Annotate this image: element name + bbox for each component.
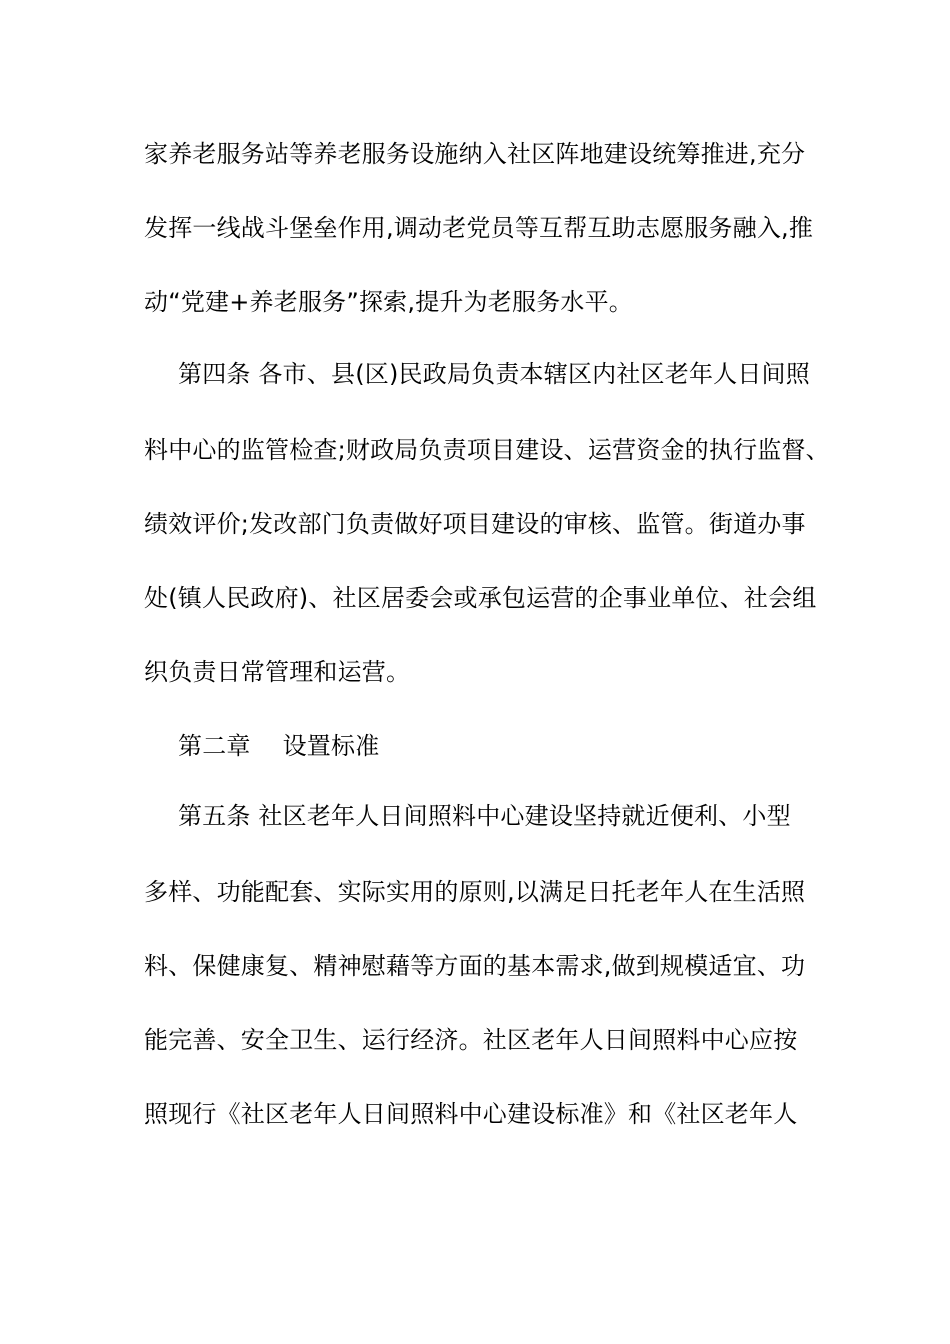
text-line-12: 能完善、安全卫生、运行经济。社区老年人日间照料中心应按 xyxy=(144,1026,798,1054)
text-line-11: 料、保健康复、精神慰藉等方面的基本需求,做到规模适宜、功 xyxy=(144,952,806,980)
chapter-heading xyxy=(178,730,868,762)
text-line-1: 家养老服务站等养老服务设施纳入社区阵地建设统筹推进,充分 xyxy=(144,140,806,168)
text-line-3: 动“党建+养老服务”探索,提升为老服务水平。 xyxy=(144,288,634,316)
text-line-2: 发挥一线战斗堡垒作用,调动老党员等互帮互助志愿服务融入,推 xyxy=(144,214,814,242)
text-line-6: 绩效评价;发改部门负责做好项目建设的审核、监管。街道办事 xyxy=(144,510,806,538)
text-line-7: 处(镇人民政府)、社区居委会或承包运营的企事业单位、社会组 xyxy=(144,584,817,612)
text-line-10: 多样、功能配套、实际实用的原则,以满足日托老年人在生活照 xyxy=(144,878,806,906)
chapter-number: 第二章 xyxy=(178,732,251,760)
article-5-first-line: 第五条 社区老年人日间照料中心建设坚持就近便利、小型 xyxy=(178,802,791,830)
text-line-8: 织负责日常管理和运营。 xyxy=(144,658,411,686)
chapter-title: 设置标准 xyxy=(282,732,380,760)
text-line-13: 照现行《社区老年人日间照料中心建设标准》和《社区老年人 xyxy=(144,1100,798,1128)
article-4-first-line: 第四条 各市、县(区)民政局负责本辖区内社区老年人日间照 xyxy=(178,360,810,388)
text-line-5: 料中心的监管检查;财政局负责项目建设、运营资金的执行监督、 xyxy=(144,436,830,464)
